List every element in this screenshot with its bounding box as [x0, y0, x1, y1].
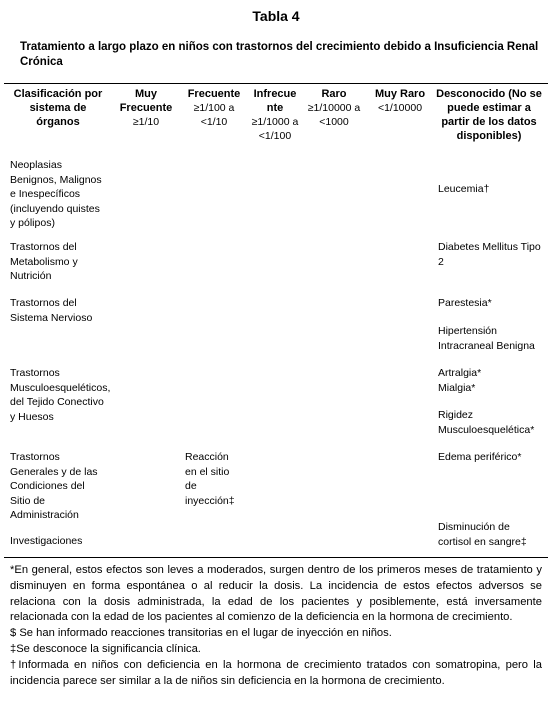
header-infrecuente [250, 87, 300, 143]
footnote-injection: $ Se han informado reacciones transitorias en el lugar de inyección en niños. [10, 627, 392, 640]
header-muy-frecuente [112, 87, 180, 129]
header-infrecuente-range: ≥1/1000 a <1/100 [251, 116, 299, 142]
header-infrecuente-label: Infrecue nte [253, 88, 297, 114]
table-title: Tabla 4 [252, 8, 300, 24]
header-desconocido: Desconocido (No se puede estimar a partir de los datos disponibles) [436, 88, 542, 142]
table-subtitle: Tratamiento a largo plazo en niños con trastornos del crecimiento debido a Insuficiencia Renal Crónica [20, 41, 539, 68]
row-investigaciones-desconocido: Disminución de cortisol en sangre‡ [438, 521, 527, 548]
row-metabolismo-soc: Trastornos del Metabolismo y Nutrición [10, 241, 78, 282]
row-musculo-soc: Trastornos Musculoesqueléticos, del Tejido Conectivo y Huesos [10, 367, 111, 423]
header-soc: Clasificación por sistema de órganos [13, 88, 103, 128]
row-neoplasias-soc: Neoplasias Benignos, Malignos e Inespecíficos (incluyendo quistes y pólipos) [10, 159, 102, 229]
header-raro [306, 87, 362, 129]
header-raro-label: Raro [321, 88, 347, 100]
header-muy-raro-range: <1/10000 [377, 102, 423, 114]
header-muy-raro [366, 87, 434, 115]
row-neoplasias-desconocido: Leucemia† [438, 183, 490, 195]
row-nervioso-soc: Trastornos del Sistema Nervioso [10, 297, 93, 324]
row-generales-desconocido: Edema periférico* [438, 451, 522, 463]
header-frecuente-range: ≥1/100 a <1/10 [193, 102, 235, 128]
row-metabolismo-desconocido: Diabetes Mellitus Tipo 2 [438, 241, 541, 268]
row-nervioso-desconocido-1: Parestesia* [438, 297, 492, 309]
row-investigaciones-soc: Investigaciones [10, 535, 83, 547]
header-frecuente [182, 87, 246, 129]
header-frecuente-label: Frecuente [187, 88, 241, 100]
footnote-significance: ‡Se desconoce la significancia clínica. [10, 642, 201, 655]
footnote-general: *En general, estos efectos son leves a moderados, surgen dentro de los primeros meses de tratamiento y disminuyen en forma espontánea o al reducir la dosis. La incidencia de estos efectos adversos se relaciona con la dosis administrada, la edad de los pacientes y posiblemente, está inversamente relacionada con la edad de los pacientes al comienzo de la deficiencia en la hormona de crecimiento. [10, 564, 542, 624]
table-bottom-rule [4, 557, 548, 558]
row-nervioso-desconocido-2: Hipertensión Intracraneal Benigna [438, 325, 535, 352]
row-musculo-desconocido-1: Artralgia* Mialgia* [438, 367, 482, 394]
header-muy-raro-label: Muy Raro [374, 88, 426, 100]
row-generales-frecuente: Reacción en el sitio de inyección‡ [185, 451, 235, 507]
header-top-rule [4, 83, 548, 84]
footnote-leukemia: †Informada en niños con deficiencia en la hormona de crecimiento tratados con somatropina, pero la incidencia parece ser similar a la de niños sin deficiencia en la hormona de crecimiento. [10, 658, 542, 687]
footnotes [10, 563, 542, 689]
header-raro-range: ≥1/10000 a <1000 [307, 102, 361, 128]
header-muy-frecuente-range: ≥1/10 [132, 116, 160, 128]
row-musculo-desconocido-2: Rigidez Musculoesquelética* [438, 409, 535, 436]
header-muy-frecuente-label: Muy Frecuente [119, 88, 173, 114]
row-generales-soc: Trastornos Generales y de las Condiciones del Sitio de Administración [10, 451, 98, 521]
